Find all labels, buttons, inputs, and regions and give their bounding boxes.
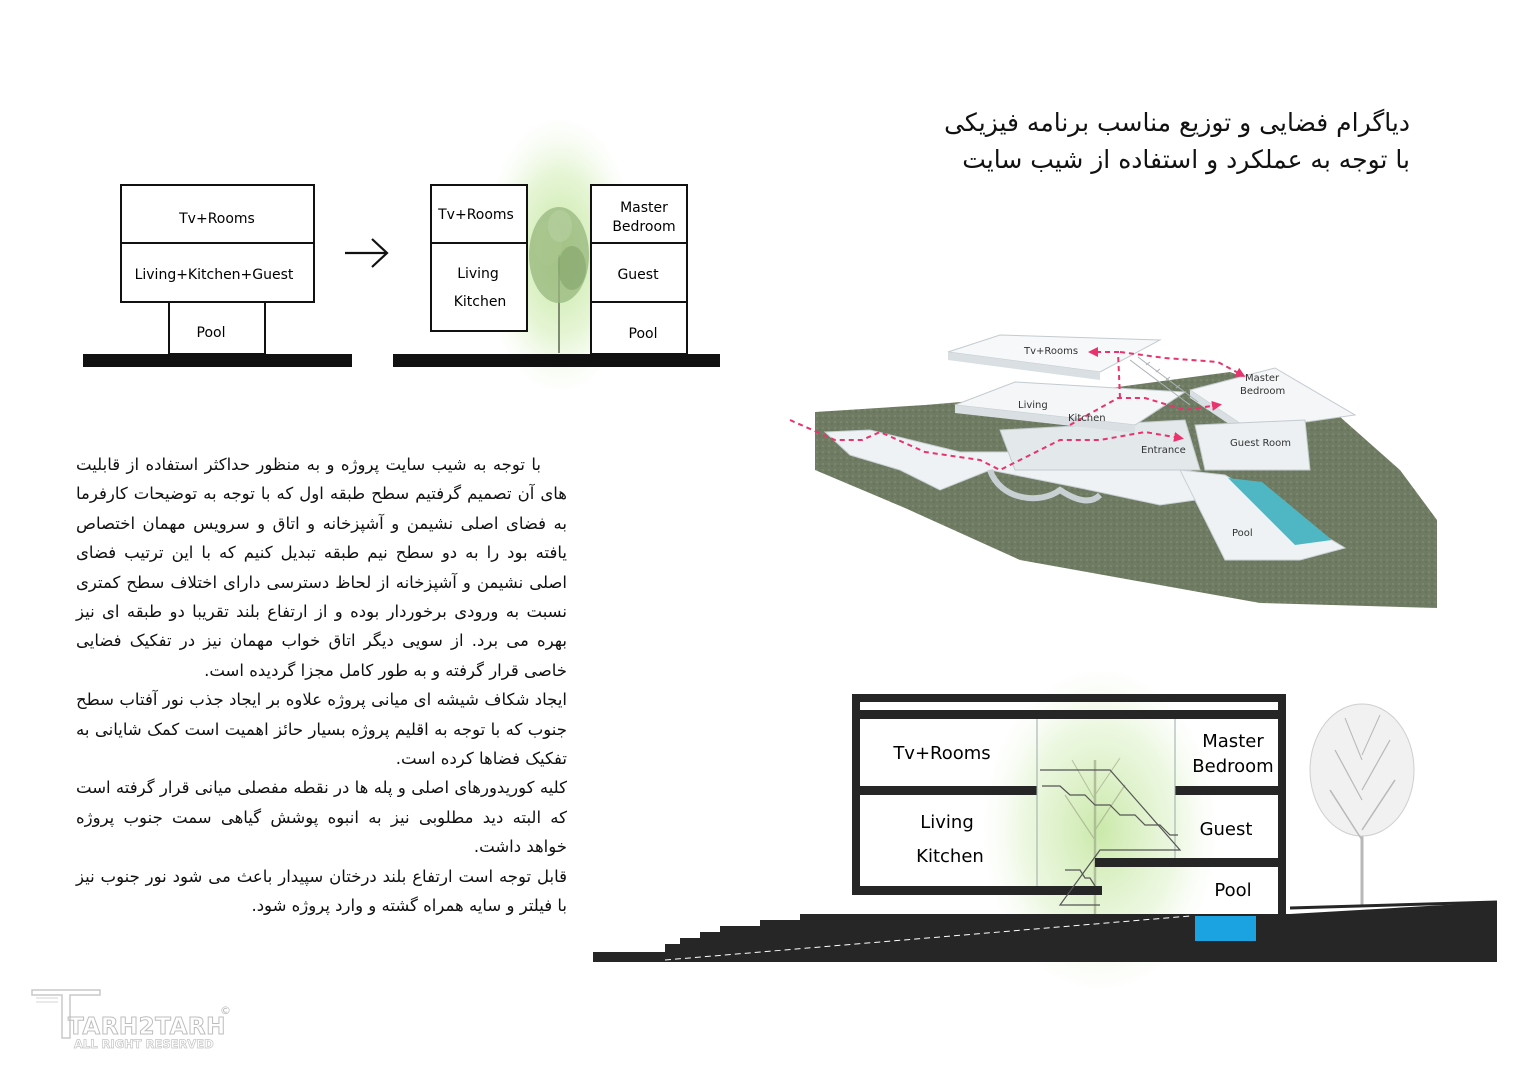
axo-label-entrance: Entrance: [1141, 445, 1186, 456]
after-label-kitchen: Kitchen: [453, 294, 507, 310]
roof-slab: [852, 710, 1285, 719]
axo-label-guest-room: Guest Room: [1230, 438, 1292, 449]
slab-right-lower: [1095, 858, 1285, 867]
section-pool-water: [1195, 916, 1256, 941]
axo-label-tv-rooms: Tv+Rooms: [1024, 346, 1079, 357]
axo-label-master: Master: [1245, 373, 1280, 384]
after-ground: [393, 354, 720, 367]
roof-slab-top: [852, 694, 1285, 702]
paragraph-1: با توجه به شیب سایت پروژه و به منظور حداکثر استفاده از قابلیت های آن تصمیم گرفتیم سطح طبقه اول که با توجه به توضیحات کارفرما به فضای اصلی نشیمن و آشپزخانه و اتاق و سرویس مهمان اختصاص یافته بود را به دو سطح نیم طبقه تبدیل کنیم که با این ترتیب فضای اصلی نشیمن و آشپزخانه از لحاظ دسترسی دارای اختلاف سطح کمتری نسبت به ورودی برخوردار بوده و از ارتفاع بلند تقریبا دو طبقه ای نیز بهره می برد. از سویی دیگر اتاق خواب مهمان نیز در تفکیک فضایی خاصی قرار گرفته و به طور کامل مجزا گردیده است.: [76, 455, 567, 680]
axo-label-bedroom: Bedroom: [1240, 386, 1286, 397]
title-line-1: دیاگرام فضایی و توزیع مناسب برنامه فیزیکی: [944, 108, 1410, 137]
transform-arrow-icon: [345, 239, 387, 267]
logo-copyright-mark: ©: [220, 1004, 231, 1017]
slab-right-upper: [1175, 786, 1285, 795]
program-diagram-after: [393, 115, 720, 395]
building-section: [593, 665, 1497, 995]
after-label-guest: Guest: [617, 267, 659, 283]
tarh2tarh-logo: [30, 986, 240, 1052]
section-label-tv-rooms: Tv+Rooms: [893, 743, 991, 764]
after-label-bedroom: Bedroom: [612, 219, 676, 235]
logo-lines-icon: [36, 998, 58, 1002]
section-label-bedroom: Bedroom: [1192, 756, 1274, 777]
before-ground: [83, 354, 352, 367]
description-text: [76, 450, 567, 921]
after-box-left-bottom: [431, 243, 527, 331]
axonometric-model: [790, 335, 1437, 608]
after-label-pool: Pool: [628, 326, 658, 342]
section-label-living: Living: [920, 812, 974, 833]
paragraph-3: کلیه کوریدورهای اصلی و پله ها در نقطه مفصلی میانی قرار گرفته است که البته دید مطلوبی نیز به انبوه پوشش گیاهی سمت جنوب پروژه خواهد داشت.: [76, 778, 567, 857]
title-line-2: با توجه به عملکرد و استفاده از شیب سایت: [962, 145, 1410, 174]
axo-label-kitchen: Kitchen: [1068, 413, 1106, 424]
after-label-living: Living: [457, 266, 499, 282]
logo-brand: TARH2TARH: [68, 1014, 226, 1040]
after-label-tv-rooms: Tv+Rooms: [438, 207, 514, 223]
paragraph-4: قابل توجه است ارتفاع بلند درختان سپیدار باعث می شود نور جنوب نیز با فیلتر و سایه همراه گشته و وارد پروژه شود.: [76, 866, 567, 916]
before-label-top: Tv+Rooms: [179, 211, 255, 227]
before-label-bottom: Pool: [196, 325, 226, 341]
section-label-master: Master: [1202, 731, 1264, 752]
axo-label-pool: Pool: [1232, 528, 1253, 539]
circulation-path-master: [1120, 352, 1242, 375]
section-label-guest: Guest: [1199, 819, 1253, 840]
slab-left-upper: [852, 786, 1037, 795]
program-diagram-before: [83, 185, 352, 367]
paragraph-2: ایجاد شکاف شیشه ای میانی پروژه علاوه بر ایجاد جذب نور آفتاب سطح جنوب که با توجه به اقلیم پروژه بسیار حائز اهمیت است کمک شایانی به تفکیک فضاها کرده است.: [76, 690, 567, 769]
after-label-master: Master: [620, 200, 668, 216]
logo-rights: ALL RIGHT RESERVED: [74, 1037, 214, 1051]
tree-right-icon: [1310, 704, 1414, 905]
section-label-pool: Pool: [1214, 880, 1252, 901]
slab-left-lower: [852, 886, 1102, 895]
section-label-kitchen: Kitchen: [916, 846, 984, 867]
wall-right: [1278, 694, 1286, 914]
axo-label-living: Living: [1018, 400, 1048, 411]
before-label-middle: Living+Kitchen+Guest: [134, 267, 294, 283]
